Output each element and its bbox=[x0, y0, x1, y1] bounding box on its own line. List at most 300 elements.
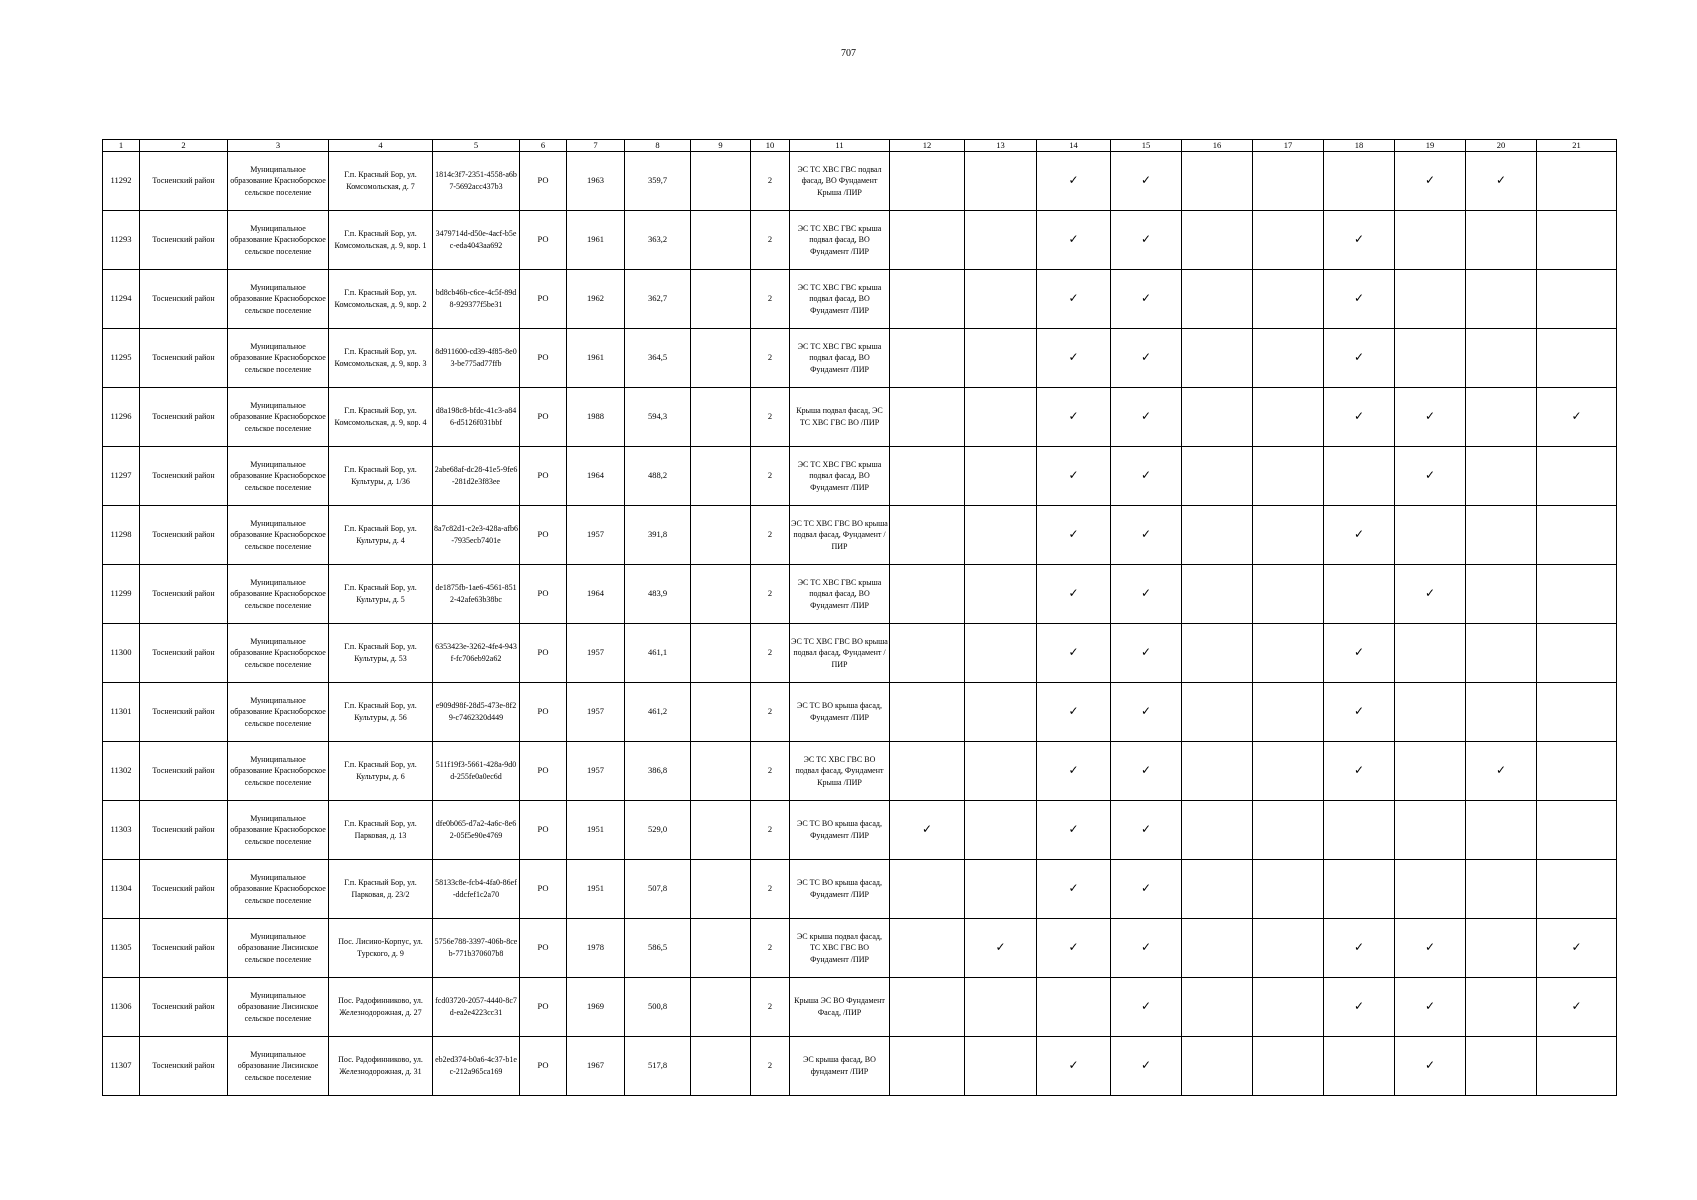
cell-works: ЭС ТС ВО крыша фасад, Фундамент /ПИР bbox=[790, 860, 890, 919]
empty-cell bbox=[1537, 742, 1617, 801]
column-header-8: 8 bbox=[625, 140, 691, 152]
empty-cell bbox=[1182, 329, 1253, 388]
check-mark-icon: ✓ bbox=[1111, 565, 1182, 624]
empty-cell bbox=[1537, 683, 1617, 742]
empty-cell bbox=[1537, 506, 1617, 565]
cell-municipality: Муниципальное образование Красноборское сельское поселение bbox=[228, 388, 329, 447]
cell-guid: bd8cb46b-c6ce-4c5f-89d8-929377f5be31 bbox=[433, 270, 520, 329]
empty-cell bbox=[1466, 388, 1537, 447]
cell-guid: 8d911600-cd39-4f85-8e03-be775ad77ffb bbox=[433, 329, 520, 388]
cell-area: 386,8 bbox=[625, 742, 691, 801]
empty-cell bbox=[1537, 211, 1617, 270]
empty-cell bbox=[1395, 329, 1466, 388]
column-header-6: 6 bbox=[520, 140, 567, 152]
cell-owner: РО bbox=[520, 270, 567, 329]
check-mark-icon: ✓ bbox=[1111, 978, 1182, 1037]
cell-area: 391,8 bbox=[625, 506, 691, 565]
empty-cell bbox=[1324, 565, 1395, 624]
check-mark-icon: ✓ bbox=[1037, 624, 1111, 683]
table-row bbox=[103, 624, 1617, 683]
empty-cell bbox=[965, 152, 1037, 211]
cell-col9 bbox=[691, 152, 751, 211]
column-header-21: 21 bbox=[1537, 140, 1617, 152]
cell-year: 1964 bbox=[567, 447, 625, 506]
empty-cell bbox=[1395, 624, 1466, 683]
empty-cell bbox=[890, 624, 965, 683]
check-mark-icon: ✓ bbox=[1324, 329, 1395, 388]
cell-owner: РО bbox=[520, 742, 567, 801]
check-mark-icon: ✓ bbox=[1324, 742, 1395, 801]
empty-cell bbox=[1253, 329, 1324, 388]
check-mark-icon: ✓ bbox=[1395, 388, 1466, 447]
empty-cell bbox=[1037, 978, 1111, 1037]
table-row bbox=[103, 270, 1617, 329]
empty-cell bbox=[1466, 978, 1537, 1037]
check-mark-icon: ✓ bbox=[1037, 447, 1111, 506]
cell-district: Тосненский район bbox=[140, 624, 228, 683]
cell-address: Г.п. Красный Бор, ул. Комсомольская, д. 9, кор. 1 bbox=[329, 211, 433, 270]
empty-cell bbox=[1182, 565, 1253, 624]
cell-col9 bbox=[691, 683, 751, 742]
empty-cell bbox=[890, 565, 965, 624]
cell-municipality: Муниципальное образование Красноборское сельское поселение bbox=[228, 270, 329, 329]
cell-works: ЭС ТС ХВС ГВС подвал фасад, ВО Фундамент Крыша /ПИР bbox=[790, 152, 890, 211]
empty-cell bbox=[1324, 860, 1395, 919]
cell-id: 11304 bbox=[103, 860, 140, 919]
cell-year: 1969 bbox=[567, 978, 625, 1037]
empty-cell bbox=[890, 329, 965, 388]
cell-id: 11303 bbox=[103, 801, 140, 860]
cell-address: Г.п. Красный Бор, ул. Парковая, д. 13 bbox=[329, 801, 433, 860]
cell-id: 11296 bbox=[103, 388, 140, 447]
cell-year: 1957 bbox=[567, 683, 625, 742]
cell-guid: 3479714d-d50e-4acf-b5ec-eda4043aa692 bbox=[433, 211, 520, 270]
cell-col10: 2 bbox=[751, 1037, 790, 1096]
cell-area: 362,7 bbox=[625, 270, 691, 329]
cell-address: Г.п. Красный Бор, ул. Комсомольская, д. 7 bbox=[329, 152, 433, 211]
empty-cell bbox=[965, 801, 1037, 860]
cell-id: 11305 bbox=[103, 919, 140, 978]
header-row bbox=[103, 140, 1617, 152]
empty-cell bbox=[890, 683, 965, 742]
empty-cell bbox=[890, 152, 965, 211]
cell-col10: 2 bbox=[751, 565, 790, 624]
empty-cell bbox=[890, 270, 965, 329]
empty-cell bbox=[1182, 152, 1253, 211]
cell-id: 11299 bbox=[103, 565, 140, 624]
cell-guid: 2abe68af-dc28-41e5-9fe6-281d2e3f83ee bbox=[433, 447, 520, 506]
empty-cell bbox=[1253, 683, 1324, 742]
cell-district: Тосненский район bbox=[140, 388, 228, 447]
empty-cell bbox=[1182, 978, 1253, 1037]
cell-municipality: Муниципальное образование Красноборское сельское поселение bbox=[228, 742, 329, 801]
table-row bbox=[103, 211, 1617, 270]
cell-district: Тосненский район bbox=[140, 211, 228, 270]
cell-district: Тосненский район bbox=[140, 978, 228, 1037]
cell-id: 11293 bbox=[103, 211, 140, 270]
cell-works: ЭС ТС ХВС ГВС крыша подвал фасад, ВО Фундамент /ПИР bbox=[790, 270, 890, 329]
cell-area: 488,2 bbox=[625, 447, 691, 506]
cell-guid: fcd03720-2057-4440-8c7d-ea2e4223cc31 bbox=[433, 978, 520, 1037]
cell-id: 11307 bbox=[103, 1037, 140, 1096]
check-mark-icon: ✓ bbox=[1466, 742, 1537, 801]
empty-cell bbox=[1395, 801, 1466, 860]
cell-municipality: Муниципальное образование Лисинское сельское поселение bbox=[228, 1037, 329, 1096]
empty-cell bbox=[1253, 801, 1324, 860]
column-header-10: 10 bbox=[751, 140, 790, 152]
cell-area: 461,1 bbox=[625, 624, 691, 683]
cell-year: 1951 bbox=[567, 801, 625, 860]
check-mark-icon: ✓ bbox=[1395, 919, 1466, 978]
table-row bbox=[103, 447, 1617, 506]
empty-cell bbox=[1466, 447, 1537, 506]
cell-works: ЭС ТС ХВС ГВС крыша подвал фасад, ВО Фундамент /ПИР bbox=[790, 447, 890, 506]
check-mark-icon: ✓ bbox=[1537, 919, 1617, 978]
cell-owner: РО bbox=[520, 978, 567, 1037]
check-mark-icon: ✓ bbox=[1037, 919, 1111, 978]
cell-address: Г.п. Красный Бор, ул. Культуры, д. 53 bbox=[329, 624, 433, 683]
column-header-11: 11 bbox=[790, 140, 890, 152]
empty-cell bbox=[1182, 447, 1253, 506]
table-row bbox=[103, 860, 1617, 919]
cell-year: 1951 bbox=[567, 860, 625, 919]
check-mark-icon: ✓ bbox=[1111, 447, 1182, 506]
empty-cell bbox=[965, 860, 1037, 919]
check-mark-icon: ✓ bbox=[1111, 211, 1182, 270]
empty-cell bbox=[1395, 742, 1466, 801]
cell-guid: 8a7c82d1-c2e3-428a-afb6-7935ecb7401e bbox=[433, 506, 520, 565]
column-header-4: 4 bbox=[329, 140, 433, 152]
table-row bbox=[103, 565, 1617, 624]
cell-municipality: Муниципальное образование Красноборское сельское поселение bbox=[228, 211, 329, 270]
cell-col10: 2 bbox=[751, 506, 790, 565]
page-number: 707 bbox=[841, 48, 856, 59]
cell-col10: 2 bbox=[751, 211, 790, 270]
empty-cell bbox=[1466, 506, 1537, 565]
cell-col9 bbox=[691, 447, 751, 506]
cell-municipality: Муниципальное образование Красноборское сельское поселение bbox=[228, 506, 329, 565]
empty-cell bbox=[1324, 1037, 1395, 1096]
column-header-13: 13 bbox=[965, 140, 1037, 152]
table-row bbox=[103, 152, 1617, 211]
empty-cell bbox=[1466, 565, 1537, 624]
check-mark-icon: ✓ bbox=[1111, 624, 1182, 683]
empty-cell bbox=[1182, 683, 1253, 742]
empty-cell bbox=[1253, 565, 1324, 624]
cell-municipality: Муниципальное образование Красноборское сельское поселение bbox=[228, 801, 329, 860]
check-mark-icon: ✓ bbox=[1324, 506, 1395, 565]
cell-area: 364,5 bbox=[625, 329, 691, 388]
cell-year: 1964 bbox=[567, 565, 625, 624]
column-header-7: 7 bbox=[567, 140, 625, 152]
cell-district: Тосненский район bbox=[140, 683, 228, 742]
empty-cell bbox=[1253, 506, 1324, 565]
cell-col9 bbox=[691, 211, 751, 270]
empty-cell bbox=[890, 1037, 965, 1096]
cell-id: 11297 bbox=[103, 447, 140, 506]
table-row bbox=[103, 919, 1617, 978]
cell-year: 1957 bbox=[567, 742, 625, 801]
cell-area: 517,8 bbox=[625, 1037, 691, 1096]
check-mark-icon: ✓ bbox=[1037, 211, 1111, 270]
cell-col10: 2 bbox=[751, 978, 790, 1037]
cell-district: Тосненский район bbox=[140, 152, 228, 211]
cell-area: 529,0 bbox=[625, 801, 691, 860]
cell-district: Тосненский район bbox=[140, 565, 228, 624]
cell-area: 586,5 bbox=[625, 919, 691, 978]
table-row bbox=[103, 506, 1617, 565]
check-mark-icon: ✓ bbox=[1324, 978, 1395, 1037]
cell-district: Тосненский район bbox=[140, 742, 228, 801]
empty-cell bbox=[1537, 565, 1617, 624]
check-mark-icon: ✓ bbox=[965, 919, 1037, 978]
cell-area: 507,8 bbox=[625, 860, 691, 919]
column-header-5: 5 bbox=[433, 140, 520, 152]
empty-cell bbox=[1537, 624, 1617, 683]
empty-cell bbox=[1466, 860, 1537, 919]
cell-owner: РО bbox=[520, 1037, 567, 1096]
empty-cell bbox=[1182, 919, 1253, 978]
check-mark-icon: ✓ bbox=[1111, 919, 1182, 978]
cell-guid: 58133c8e-fcb4-4fa0-86ef-ddcfef1c2a70 bbox=[433, 860, 520, 919]
empty-cell bbox=[1537, 1037, 1617, 1096]
cell-id: 11292 bbox=[103, 152, 140, 211]
empty-cell bbox=[965, 978, 1037, 1037]
cell-district: Тосненский район bbox=[140, 447, 228, 506]
empty-cell bbox=[965, 683, 1037, 742]
empty-cell bbox=[1466, 683, 1537, 742]
check-mark-icon: ✓ bbox=[1037, 506, 1111, 565]
empty-cell bbox=[1466, 270, 1537, 329]
column-header-19: 19 bbox=[1395, 140, 1466, 152]
cell-col9 bbox=[691, 801, 751, 860]
empty-cell bbox=[1253, 447, 1324, 506]
cell-municipality: Муниципальное образование Красноборское сельское поселение bbox=[228, 565, 329, 624]
empty-cell bbox=[1466, 329, 1537, 388]
empty-cell bbox=[1253, 152, 1324, 211]
cell-col10: 2 bbox=[751, 742, 790, 801]
cell-address: Г.п. Красный Бор, ул. Культуры, д. 1/36 bbox=[329, 447, 433, 506]
check-mark-icon: ✓ bbox=[1037, 388, 1111, 447]
cell-year: 1957 bbox=[567, 624, 625, 683]
table-row bbox=[103, 801, 1617, 860]
cell-owner: РО bbox=[520, 329, 567, 388]
table-row bbox=[103, 978, 1617, 1037]
cell-address: Г.п. Красный Бор, ул. Культуры, д. 56 bbox=[329, 683, 433, 742]
empty-cell bbox=[965, 624, 1037, 683]
empty-cell bbox=[1253, 211, 1324, 270]
cell-col9 bbox=[691, 919, 751, 978]
empty-cell bbox=[1466, 1037, 1537, 1096]
empty-cell bbox=[965, 388, 1037, 447]
check-mark-icon: ✓ bbox=[1111, 683, 1182, 742]
empty-cell bbox=[1466, 801, 1537, 860]
column-header-3: 3 bbox=[228, 140, 329, 152]
empty-cell bbox=[1253, 860, 1324, 919]
table-row bbox=[103, 388, 1617, 447]
column-header-17: 17 bbox=[1253, 140, 1324, 152]
check-mark-icon: ✓ bbox=[1395, 565, 1466, 624]
empty-cell bbox=[1537, 329, 1617, 388]
cell-guid: d8a198c8-bfdc-41c3-a846-d5126f031bbf bbox=[433, 388, 520, 447]
empty-cell bbox=[1324, 801, 1395, 860]
empty-cell bbox=[1537, 270, 1617, 329]
cell-col10: 2 bbox=[751, 152, 790, 211]
table-header bbox=[103, 140, 1617, 152]
column-header-9: 9 bbox=[691, 140, 751, 152]
cell-area: 594,3 bbox=[625, 388, 691, 447]
cell-works: ЭС крыша подвал фасад, ТС ХВС ГВС ВО Фундамент /ПИР bbox=[790, 919, 890, 978]
column-header-2: 2 bbox=[140, 140, 228, 152]
check-mark-icon: ✓ bbox=[1037, 860, 1111, 919]
empty-cell bbox=[890, 742, 965, 801]
cell-owner: РО bbox=[520, 860, 567, 919]
cell-municipality: Муниципальное образование Красноборское сельское поселение bbox=[228, 329, 329, 388]
cell-col10: 2 bbox=[751, 329, 790, 388]
registry-table bbox=[102, 139, 1617, 1096]
empty-cell bbox=[890, 978, 965, 1037]
cell-district: Тосненский район bbox=[140, 506, 228, 565]
cell-address: Г.п. Красный Бор, ул. Культуры, д. 6 bbox=[329, 742, 433, 801]
empty-cell bbox=[1537, 447, 1617, 506]
cell-id: 11302 bbox=[103, 742, 140, 801]
check-mark-icon: ✓ bbox=[1395, 447, 1466, 506]
empty-cell bbox=[1182, 860, 1253, 919]
cell-works: ЭС ТС ВО крыша фасад, Фундамент /ПИР bbox=[790, 801, 890, 860]
check-mark-icon: ✓ bbox=[1037, 1037, 1111, 1096]
cell-address: Г.п. Красный Бор, ул. Культуры, д. 4 bbox=[329, 506, 433, 565]
cell-municipality: Муниципальное образование Красноборское сельское поселение bbox=[228, 447, 329, 506]
check-mark-icon: ✓ bbox=[1111, 388, 1182, 447]
empty-cell bbox=[890, 860, 965, 919]
empty-cell bbox=[890, 506, 965, 565]
cell-guid: e909d98f-28d5-473e-8f29-c7462320d449 bbox=[433, 683, 520, 742]
empty-cell bbox=[1253, 919, 1324, 978]
check-mark-icon: ✓ bbox=[1111, 270, 1182, 329]
empty-cell bbox=[965, 565, 1037, 624]
empty-cell bbox=[1253, 388, 1324, 447]
cell-id: 11294 bbox=[103, 270, 140, 329]
empty-cell bbox=[965, 211, 1037, 270]
empty-cell bbox=[890, 388, 965, 447]
empty-cell bbox=[1182, 742, 1253, 801]
cell-col9 bbox=[691, 388, 751, 447]
cell-district: Тосненский район bbox=[140, 1037, 228, 1096]
check-mark-icon: ✓ bbox=[1324, 683, 1395, 742]
cell-guid: de1875fb-1ae6-4561-8512-42afe63b38bc bbox=[433, 565, 520, 624]
cell-guid: 511f19f3-5661-428a-9d0d-255fe0a0ec6d bbox=[433, 742, 520, 801]
cell-address: Г.п. Красный Бор, ул. Культуры, д. 5 bbox=[329, 565, 433, 624]
cell-year: 1978 bbox=[567, 919, 625, 978]
column-header-1: 1 bbox=[103, 140, 140, 152]
cell-owner: РО bbox=[520, 919, 567, 978]
table-row bbox=[103, 329, 1617, 388]
table-body bbox=[103, 152, 1617, 1096]
cell-col9 bbox=[691, 506, 751, 565]
cell-id: 11306 bbox=[103, 978, 140, 1037]
empty-cell bbox=[1182, 624, 1253, 683]
column-header-18: 18 bbox=[1324, 140, 1395, 152]
cell-col10: 2 bbox=[751, 624, 790, 683]
cell-works: Крыша подвал фасад, ЭС ТС ХВС ГВС ВО /ПИР bbox=[790, 388, 890, 447]
empty-cell bbox=[1395, 506, 1466, 565]
table-row bbox=[103, 683, 1617, 742]
cell-district: Тосненский район bbox=[140, 801, 228, 860]
check-mark-icon: ✓ bbox=[1111, 742, 1182, 801]
cell-col9 bbox=[691, 270, 751, 329]
column-header-15: 15 bbox=[1111, 140, 1182, 152]
empty-cell bbox=[1182, 1037, 1253, 1096]
empty-cell bbox=[1182, 801, 1253, 860]
check-mark-icon: ✓ bbox=[1037, 329, 1111, 388]
empty-cell bbox=[1395, 211, 1466, 270]
cell-address: Пос. Радофинниково, ул. Железнодорожная, д. 31 bbox=[329, 1037, 433, 1096]
column-header-14: 14 bbox=[1037, 140, 1111, 152]
check-mark-icon: ✓ bbox=[1324, 211, 1395, 270]
empty-cell bbox=[1253, 742, 1324, 801]
cell-owner: РО bbox=[520, 683, 567, 742]
cell-area: 363,2 bbox=[625, 211, 691, 270]
empty-cell bbox=[1537, 801, 1617, 860]
cell-works: ЭС ТС ХВС ГВС ВО крыша подвал фасад, Фундамент /ПИР bbox=[790, 624, 890, 683]
cell-district: Тосненский район bbox=[140, 270, 228, 329]
check-mark-icon: ✓ bbox=[1037, 565, 1111, 624]
table-row bbox=[103, 1037, 1617, 1096]
cell-district: Тосненский район bbox=[140, 919, 228, 978]
empty-cell bbox=[965, 447, 1037, 506]
check-mark-icon: ✓ bbox=[1466, 152, 1537, 211]
cell-id: 11298 bbox=[103, 506, 140, 565]
check-mark-icon: ✓ bbox=[1037, 683, 1111, 742]
cell-works: ЭС ТС ХВС ГВС крыша подвал фасад, ВО Фундамент /ПИР bbox=[790, 329, 890, 388]
cell-year: 1961 bbox=[567, 211, 625, 270]
empty-cell bbox=[1253, 624, 1324, 683]
empty-cell bbox=[965, 1037, 1037, 1096]
cell-works: ЭС ТС ХВС ГВС крыша подвал фасад, ВО Фундамент /ПИР bbox=[790, 211, 890, 270]
cell-col10: 2 bbox=[751, 270, 790, 329]
check-mark-icon: ✓ bbox=[1037, 742, 1111, 801]
cell-owner: РО bbox=[520, 801, 567, 860]
check-mark-icon: ✓ bbox=[1537, 388, 1617, 447]
cell-col10: 2 bbox=[751, 447, 790, 506]
table-row bbox=[103, 742, 1617, 801]
cell-address: Г.п. Красный Бор, ул. Комсомольская, д. 9, кор. 2 bbox=[329, 270, 433, 329]
cell-owner: РО bbox=[520, 447, 567, 506]
cell-municipality: Муниципальное образование Красноборское сельское поселение bbox=[228, 683, 329, 742]
empty-cell bbox=[1395, 270, 1466, 329]
cell-guid: 6353423e-3262-4fe4-943f-fc706eb92a62 bbox=[433, 624, 520, 683]
check-mark-icon: ✓ bbox=[1111, 1037, 1182, 1096]
cell-district: Тосненский район bbox=[140, 860, 228, 919]
cell-address: Г.п. Красный Бор, ул. Парковая, д. 23/2 bbox=[329, 860, 433, 919]
empty-cell bbox=[965, 329, 1037, 388]
cell-works: ЭС ТС ВО крыша фасад, Фундамент /ПИР bbox=[790, 683, 890, 742]
cell-owner: РО bbox=[520, 565, 567, 624]
empty-cell bbox=[1395, 860, 1466, 919]
empty-cell bbox=[1182, 388, 1253, 447]
cell-col10: 2 bbox=[751, 860, 790, 919]
empty-cell bbox=[1537, 152, 1617, 211]
cell-address: Пос. Лисино-Корпус, ул. Турского, д. 9 bbox=[329, 919, 433, 978]
cell-address: Г.п. Красный Бор, ул. Комсомольская, д. 9, кор. 4 bbox=[329, 388, 433, 447]
cell-guid: dfe0b065-d7a2-4a6c-8e62-05f5e90e4769 bbox=[433, 801, 520, 860]
cell-col9 bbox=[691, 624, 751, 683]
check-mark-icon: ✓ bbox=[1324, 270, 1395, 329]
cell-works: ЭС ТС ХВС ГВС ВО подвал фасад, Фундамент Крыша /ПИР bbox=[790, 742, 890, 801]
cell-year: 1962 bbox=[567, 270, 625, 329]
empty-cell bbox=[890, 919, 965, 978]
cell-works: ЭС крыша фасад, ВО фундамент /ПИР bbox=[790, 1037, 890, 1096]
